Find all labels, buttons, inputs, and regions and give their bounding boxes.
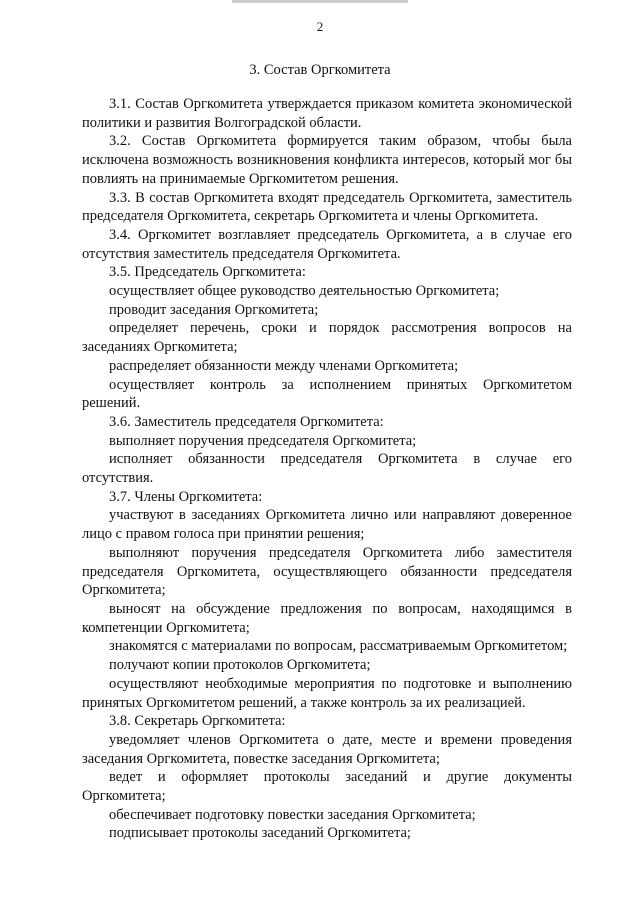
section-title: 3. Состав Оргкомитета bbox=[249, 62, 391, 78]
list-item: выполняют поручения председателя Оргкомитета либо заместителя председателя Оргкомитета, осуществляющего обязанности председателя Оргкомитета; bbox=[82, 544, 572, 599]
paragraph-3-5: 3.5. Председатель Оргкомитета: bbox=[109, 264, 306, 281]
list-item: осуществляет общее руководство деятельностью Оргкомитета; bbox=[109, 283, 500, 300]
paragraph-3-6: 3.6. Заместитель председателя Оргкомитета: bbox=[109, 413, 384, 430]
paragraph-3-7: 3.7. Члены Оргкомитета: bbox=[109, 488, 263, 505]
list-item: распределяет обязанности между членами Оргкомитета; bbox=[109, 357, 459, 374]
list-item: осуществляют необходимые мероприятия по подготовке и выполнению принятых Оргкомитетом решений, а также контроль за их реализацией. bbox=[82, 675, 572, 711]
document-body bbox=[82, 95, 572, 843]
list-item: выполняет поручения председателя Оргкомитета; bbox=[109, 432, 417, 449]
list-item: уведомляет членов Оргкомитета о дате, месте и времени проведения заседания Оргкомитета, повестке заседания Оргкомитета; bbox=[82, 731, 572, 767]
list-item: выносят на обсуждение предложения по вопросам, находящимся в компетенции Оргкомитета; bbox=[82, 600, 572, 636]
list-item: ведет и оформляет протоколы заседаний и другие документы Оргкомитета; bbox=[82, 769, 572, 805]
scan-top-edge bbox=[232, 0, 408, 3]
list-item: обеспечивает подготовку повестки заседания Оргкомитета; bbox=[109, 806, 476, 823]
list-item: проводит заседания Оргкомитета; bbox=[109, 301, 319, 318]
paragraph-3-2: 3.2. Состав Оргкомитета формируется таким образом, чтобы была исключена возможность возникновения конфликта интересов, который мог бы повлиять на принимаемые Оргкомитетом решения. bbox=[82, 133, 572, 187]
list-item: получают копии протоколов Оргкомитета; bbox=[109, 657, 371, 674]
list-item: знакомятся с материалами по вопросам, рассматриваемым Оргкомитетом; bbox=[109, 638, 568, 655]
paragraph-3-8: 3.8. Секретарь Оргкомитета: bbox=[109, 713, 286, 730]
list-item: осуществляет контроль за исполнением принятых Оргкомитетом решений. bbox=[82, 376, 572, 412]
paragraph-3-1: 3.1. Состав Оргкомитета утверждается приказом комитета экономической политики и развития Волгоградской области. bbox=[82, 96, 572, 131]
paragraph-3-4: 3.4. Оргкомитет возглавляет председатель Оргкомитета, а в случае его отсутствия заместитель председателя Оргкомитета. bbox=[82, 226, 572, 262]
list-item: исполняет обязанности председателя Оргкомитета в случае его отсутствия. bbox=[82, 451, 572, 487]
list-item: подписывает протоколы заседаний Оргкомитета; bbox=[109, 825, 411, 842]
list-item: участвуют в заседаниях Оргкомитета лично или направляют доверенное лицо с правом голоса при принятии решения; bbox=[82, 507, 572, 543]
page-number: 2 bbox=[316, 19, 324, 34]
list-item: определяет перечень, сроки и порядок рассмотрения вопросов на заседаниях Оргкомитета; bbox=[82, 320, 572, 356]
paragraph-3-3: 3.3. В состав Оргкомитета входят председатель Оргкомитета, заместитель председателя Оргкомитета, секретарь Оргкомитета и члены Оргкомитета. bbox=[82, 189, 572, 225]
